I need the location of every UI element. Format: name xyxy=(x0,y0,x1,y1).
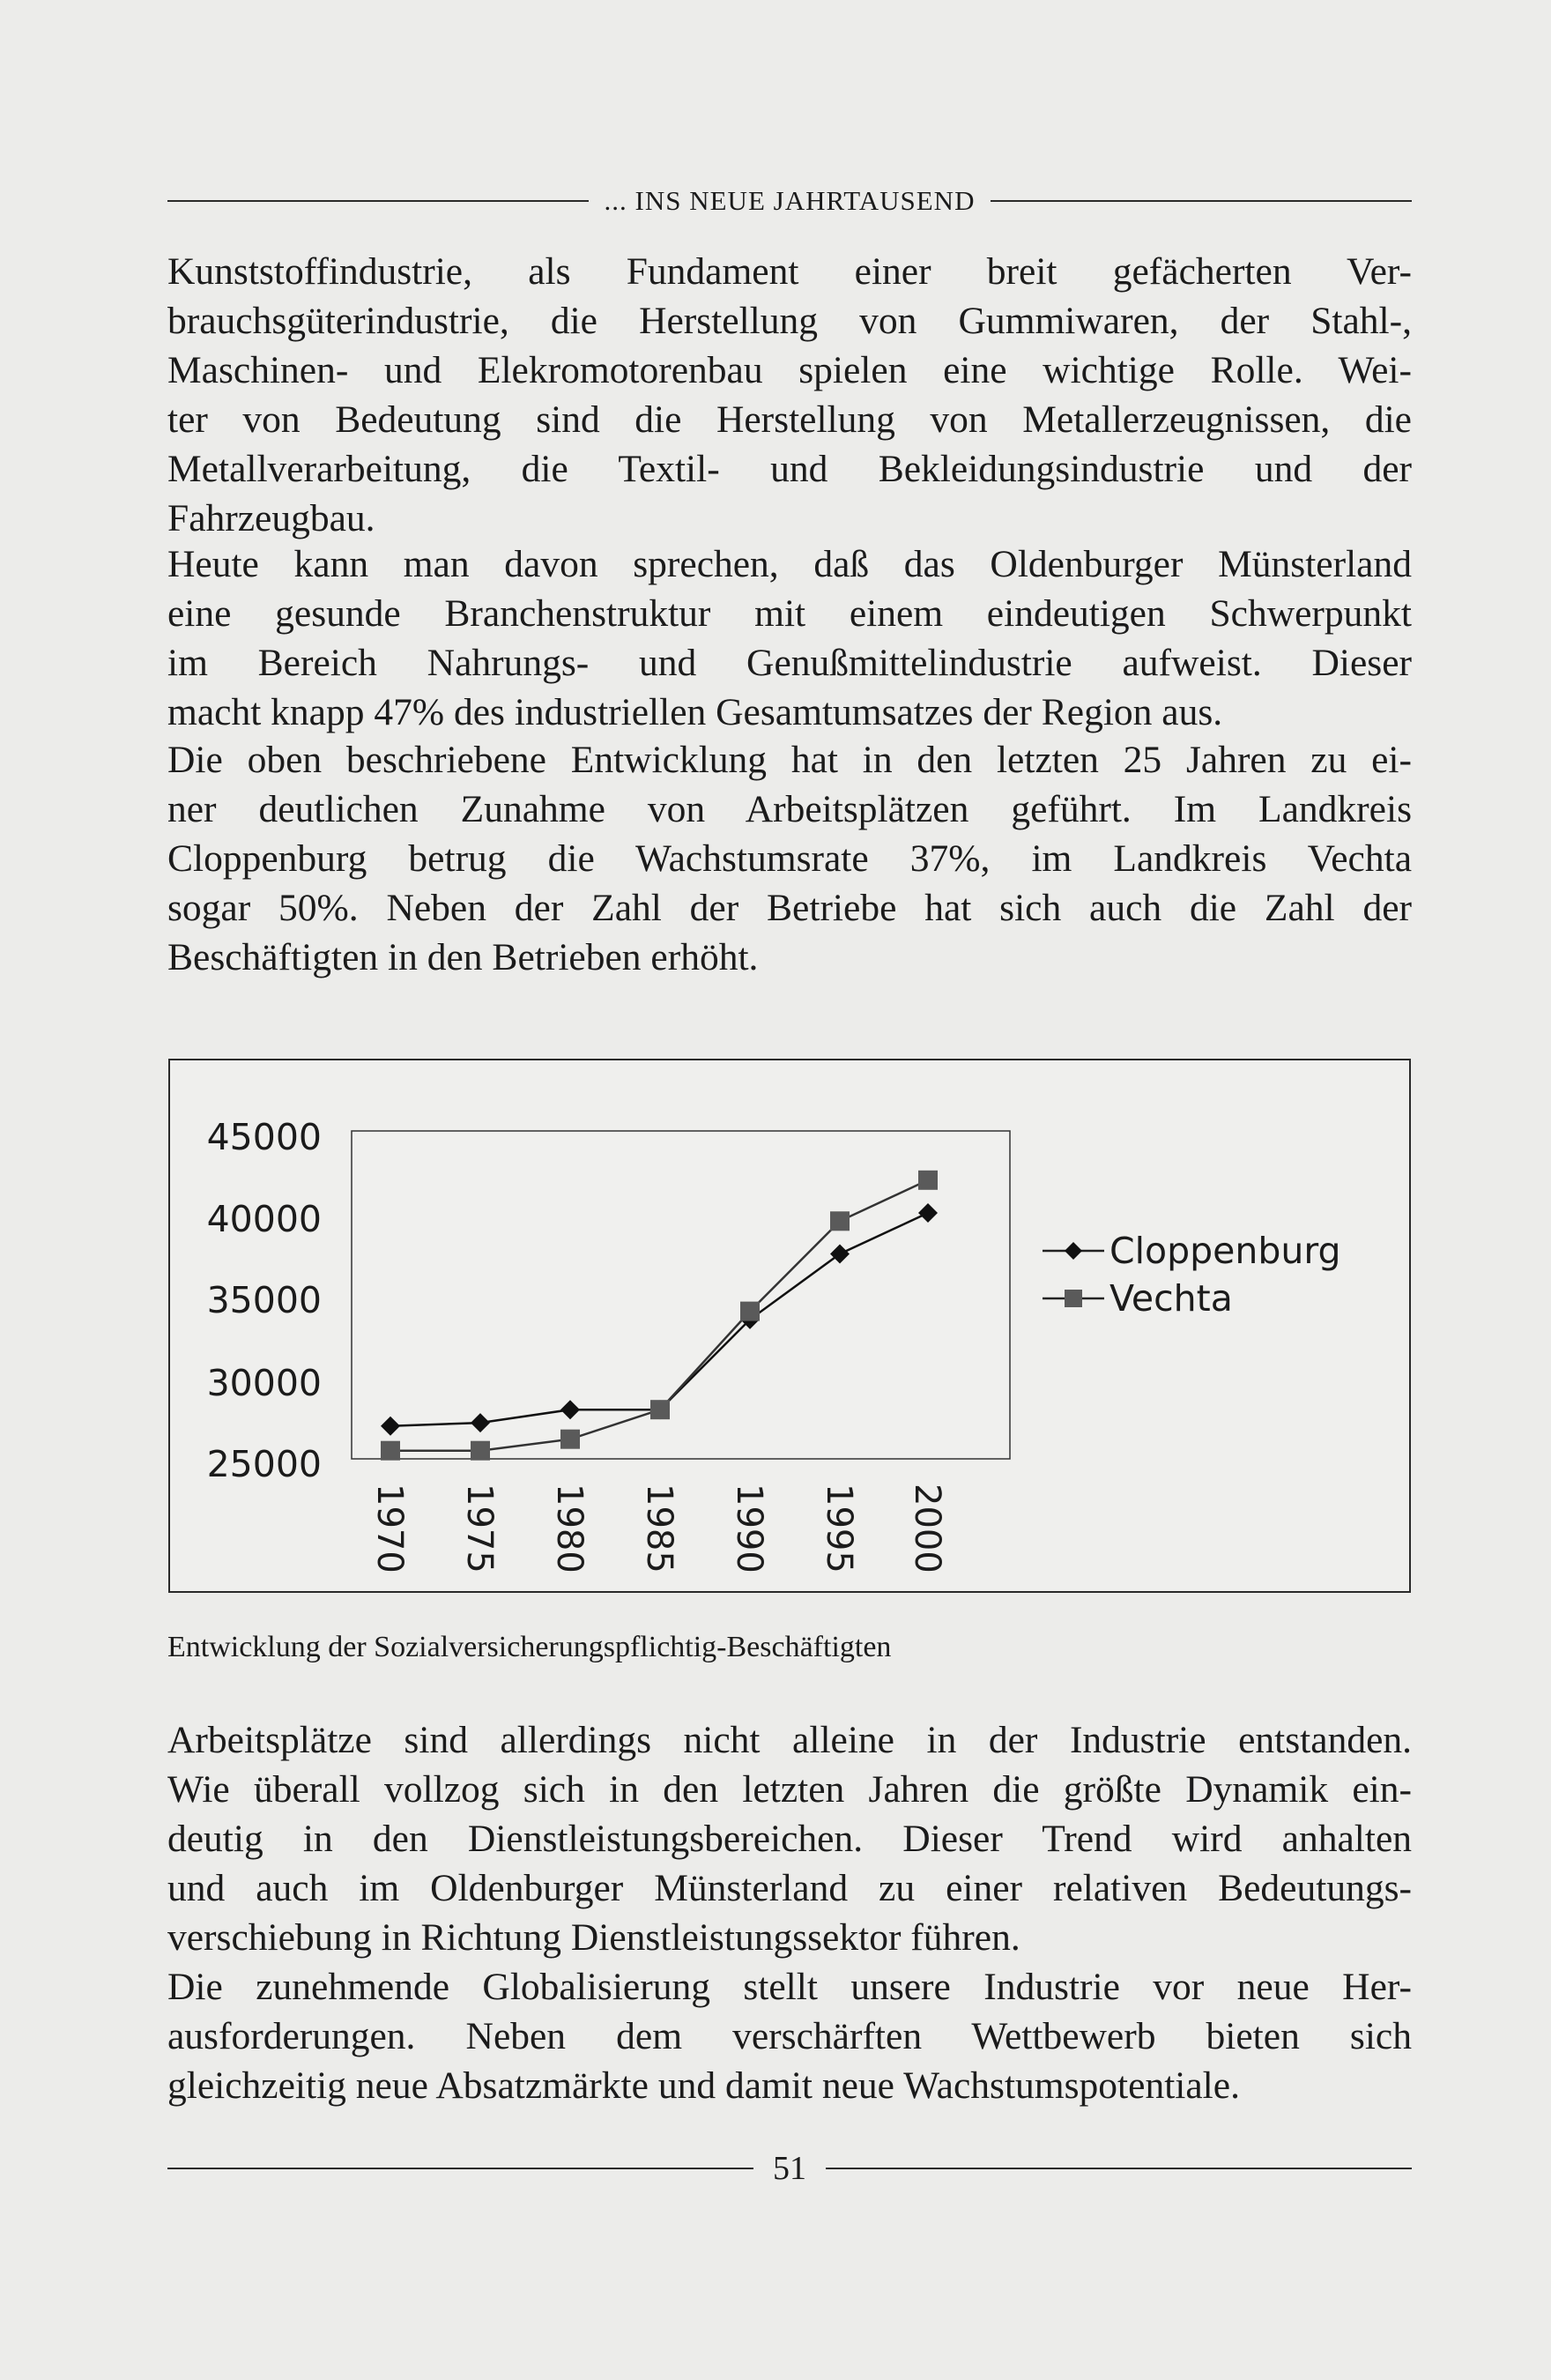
legend-label: Vechta xyxy=(1109,1277,1233,1320)
x-tick-label: 1975 xyxy=(459,1484,500,1573)
text-line: Die zunehmende Globalisierung stellt unsere Industrie vor neue Her- xyxy=(167,1966,1412,2008)
data-point-vechta xyxy=(918,1171,938,1190)
page-number: 51 xyxy=(773,2150,806,2187)
text-line: im Bereich Nahrungs- und Genußmittelindustrie aufweist. Dieser xyxy=(167,642,1412,684)
text-line: Metallverarbeitung, die Textil- und Bekleidungsindustrie und der xyxy=(167,448,1412,490)
header-rule-right xyxy=(991,200,1412,202)
x-tick-label: 2000 xyxy=(907,1484,947,1573)
running-header-title: ... INS NEUE JAHRTAUSEND xyxy=(604,185,976,216)
paragraph xyxy=(167,1715,1412,1962)
data-point-vechta xyxy=(650,1400,670,1419)
y-tick-label: 35000 xyxy=(206,1279,322,1321)
text-line: brauchsgüterindustrie, die Herstellung von Gummiwaren, der Stahl-, xyxy=(167,300,1412,342)
text-line: ausforderungen. Neben dem verschärften Wettbewerb bieten sich xyxy=(167,2015,1412,2057)
chart-figure xyxy=(168,1059,1411,1593)
data-point-vechta xyxy=(560,1430,580,1449)
plot-area xyxy=(352,1131,1010,1459)
text-line: Maschinen- und Elekromotorenbau spielen eine wichtige Rolle. Wei- xyxy=(167,349,1412,391)
text-line: sogar 50%. Neben der Zahl der Betriebe hat sich auch die Zahl der xyxy=(167,887,1412,929)
text-line: Wie überall vollzog sich in den letzten Jahren die größte Dynamik ein- xyxy=(167,1768,1412,1811)
text-line: macht knapp 47% des industriellen Gesamtumsatzes der Region aus. xyxy=(167,691,1223,733)
paragraph xyxy=(167,1962,1412,2110)
paragraph xyxy=(167,247,1412,543)
data-point-vechta xyxy=(471,1441,490,1461)
text-line: deutig in den Dienstleistungsbereichen. Dieser Trend wird anhalten xyxy=(167,1818,1412,1860)
running-header xyxy=(167,183,1412,219)
legend-marker-square xyxy=(1065,1290,1082,1307)
text-line: Kunststoffindustrie, als Fundament einer breit gefächerten Ver- xyxy=(167,250,1412,293)
paragraph xyxy=(167,735,1412,982)
x-tick-label: 1980 xyxy=(549,1484,590,1573)
text-line: Cloppenburg betrug die Wachstumsrate 37%, im Landkreis Vechta xyxy=(167,837,1412,880)
text-line: eine gesunde Branchenstruktur mit einem eindeutigen Schwerpunkt xyxy=(167,592,1412,635)
x-tick-label: 1995 xyxy=(819,1484,859,1573)
page-footer xyxy=(167,2142,1412,2195)
text-line: Beschäftigten in den Betrieben erhöht. xyxy=(167,936,759,978)
text-line: ner deutlichen Zunahme von Arbeitsplätzen geführt. Im Landkreis xyxy=(167,788,1412,830)
line-chart xyxy=(170,1060,1409,1591)
legend-label: Cloppenburg xyxy=(1109,1230,1341,1272)
header-rule-left xyxy=(167,200,589,202)
y-tick-label: 40000 xyxy=(206,1198,322,1240)
footer-rule-right xyxy=(826,2168,1412,2169)
text-line: Heute kann man davon sprechen, daß das Oldenburger Münsterland xyxy=(167,543,1412,585)
text-line: gleichzeitig neue Absatzmärkte und damit neue Wachstumspotentiale. xyxy=(167,2064,1240,2107)
y-tick-label: 30000 xyxy=(206,1362,322,1404)
text-line: Arbeitsplätze sind allerdings nicht alleine in der Industrie entstanden. xyxy=(167,1719,1412,1761)
x-tick-label: 1985 xyxy=(639,1484,679,1573)
figure-caption: Entwicklung der Sozialversicherungspflichtig-Beschäftigten xyxy=(167,1631,892,1663)
data-point-vechta xyxy=(830,1211,850,1231)
text-line: Fahrzeugbau. xyxy=(167,497,375,539)
text-line: verschiebung in Richtung Dienstleistungssektor führen. xyxy=(167,1916,1020,1959)
footer-rule-left xyxy=(167,2168,753,2169)
text-line: ter von Bedeutung sind die Herstellung von Metallerzeugnissen, die xyxy=(167,398,1412,441)
x-tick-label: 1990 xyxy=(729,1484,769,1573)
paragraph xyxy=(167,539,1412,737)
x-tick-label: 1970 xyxy=(369,1484,410,1573)
data-point-vechta xyxy=(381,1441,400,1461)
data-point-vechta xyxy=(740,1302,760,1321)
y-tick-label: 45000 xyxy=(206,1116,322,1158)
legend-marker-diamond xyxy=(1065,1242,1082,1260)
y-tick-label: 25000 xyxy=(206,1443,322,1485)
text-line: und auch im Oldenburger Münsterland zu einer relativen Bedeutungs- xyxy=(167,1867,1412,1909)
text-line: Die oben beschriebene Entwicklung hat in den letzten 25 Jahren zu ei- xyxy=(167,739,1412,781)
